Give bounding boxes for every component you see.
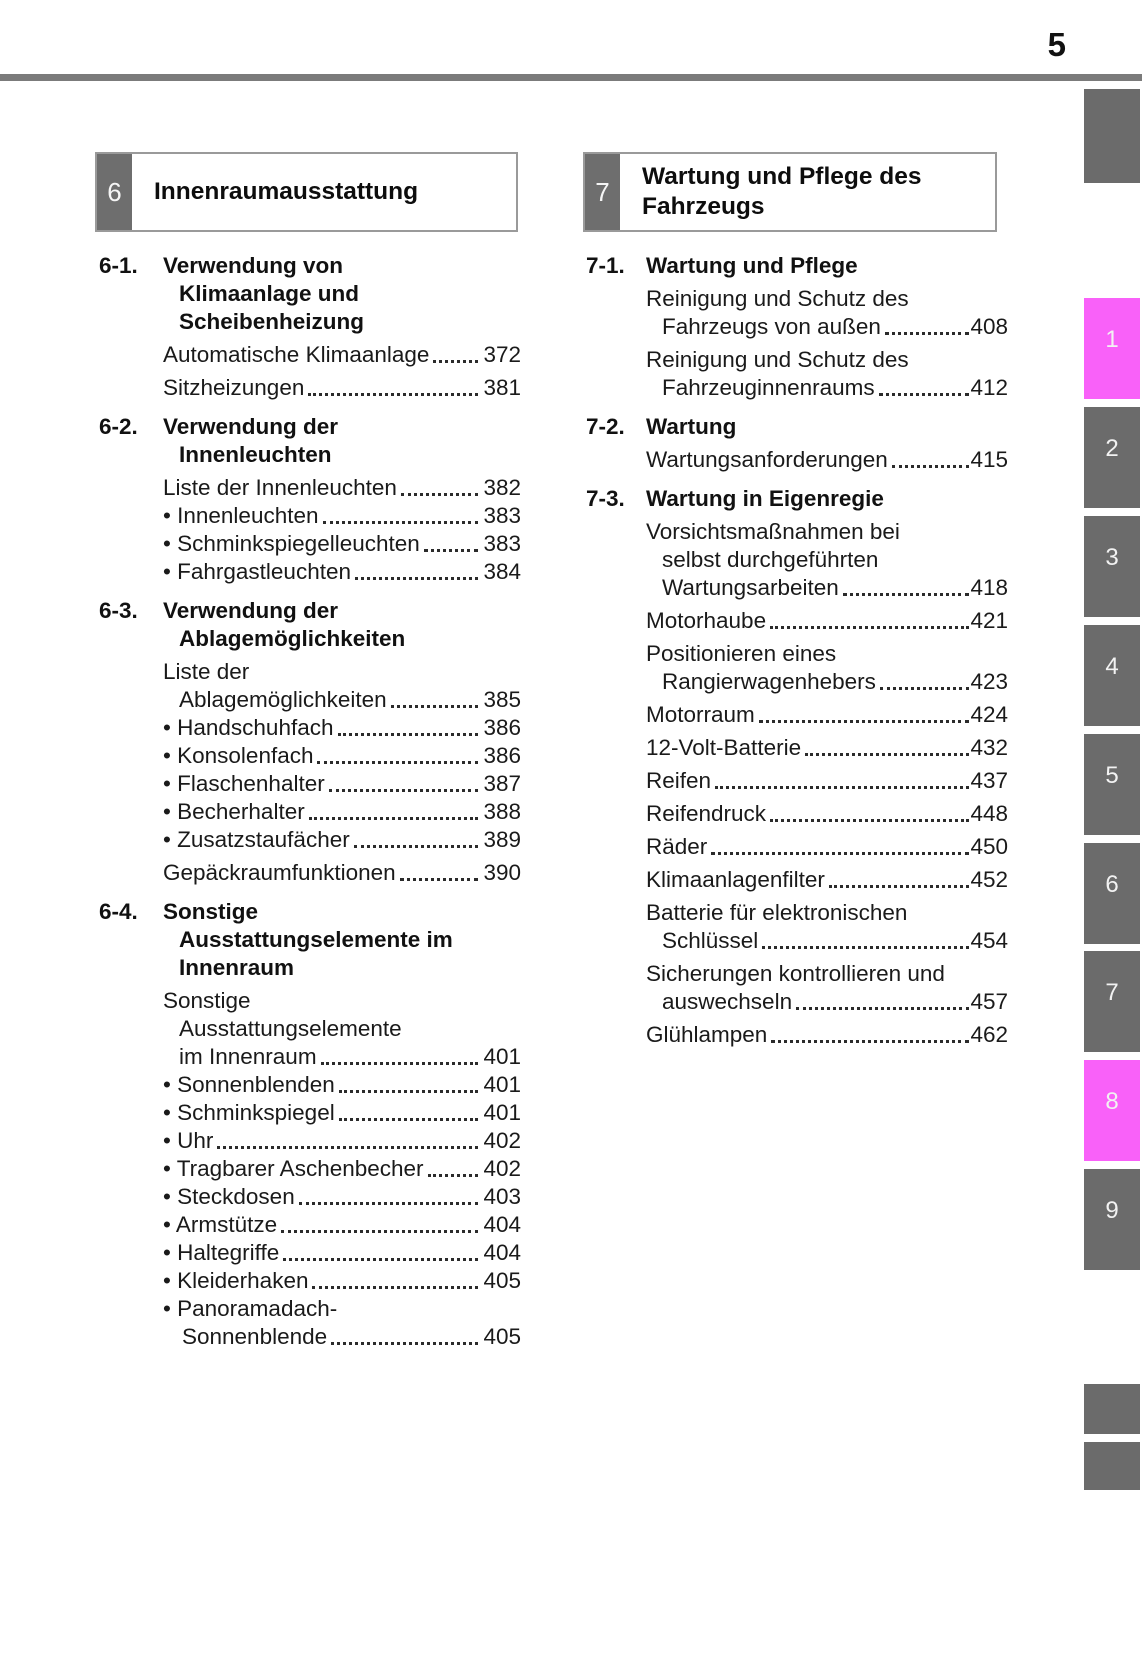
toc-entry-label: • Fahrgastleuchten: [163, 559, 351, 584]
toc-entry-row: [163, 1183, 521, 1211]
toc-entry: [163, 1295, 521, 1351]
toc-entry: [646, 833, 1008, 861]
toc-entry: [163, 1099, 521, 1127]
toc-entry-page: 418: [970, 575, 1008, 600]
toc-entry-row: [646, 988, 1008, 1016]
side-tab-1-label: 1: [1105, 325, 1119, 353]
dot-leader: [401, 474, 479, 496]
dot-leader: [711, 833, 969, 855]
chapter-7-header-box: [583, 152, 997, 232]
toc-entry: [646, 800, 1008, 828]
toc-entry: [163, 742, 521, 770]
chapter-6-title: [132, 154, 516, 230]
side-tab-4-label: 4: [1105, 652, 1119, 680]
section-number: 7-1.: [586, 253, 625, 278]
side-tab-1: [1084, 298, 1140, 399]
dot-leader: [892, 446, 970, 468]
toc-entry: [646, 446, 1008, 474]
toc-entry: [163, 502, 521, 530]
toc-entry-label: • Kleiderhaken: [163, 1268, 309, 1293]
toc-entry-page: 401: [483, 1044, 521, 1069]
toc-entry-row: [163, 1099, 521, 1127]
toc-entry-row: [163, 530, 521, 558]
toc-entry-row: [163, 798, 521, 826]
dot-leader: [880, 668, 970, 690]
toc-entry: [646, 734, 1008, 762]
toc-entry-page: 454: [970, 928, 1008, 953]
toc-entry: [163, 987, 521, 1071]
toc-entry-page: 372: [483, 342, 521, 367]
toc-section-7-2: [586, 413, 1008, 474]
toc-entry-label-line: Vorsichtsmaßnahmen bei: [646, 519, 900, 544]
dot-leader: [338, 714, 479, 736]
toc-entry-page: 432: [970, 735, 1008, 760]
side-tab-7: [1084, 951, 1140, 1052]
toc-entry-label: Wartungsanforderungen: [646, 447, 888, 472]
dot-leader: [309, 798, 479, 820]
toc-entry: [163, 474, 521, 502]
toc-entry-page: 448: [970, 801, 1008, 826]
toc-entry-label: Glühlampen: [646, 1022, 768, 1047]
section-title-line: Innenleuchten: [179, 442, 332, 467]
section-number: 7-2.: [586, 414, 625, 439]
toc-entry: [163, 1211, 521, 1239]
dot-leader: [770, 800, 969, 822]
toc-entry-row: [646, 800, 1008, 828]
section-heading: [99, 597, 521, 653]
section-heading: [586, 413, 1008, 441]
toc-entry-page: 389: [483, 827, 521, 852]
toc-entry-label-line: Ausstattungselemente: [179, 1016, 402, 1041]
dot-leader: [331, 1323, 478, 1345]
toc-entry: [163, 798, 521, 826]
toc-entry: [646, 701, 1008, 729]
toc-entry-label: Rangierwagenhebers: [662, 669, 876, 694]
toc-entry-label: Schlüssel: [662, 928, 759, 953]
toc-entry-page: 387: [483, 771, 521, 796]
toc-entry-row: [646, 446, 1008, 474]
toc-section-6-4: [99, 898, 521, 1351]
toc-entry: [163, 859, 521, 887]
toc-entry: [646, 899, 1008, 955]
toc-entry-row: [646, 1021, 1008, 1049]
toc-entry-row: [646, 767, 1008, 795]
dot-leader: [339, 1099, 479, 1121]
dot-leader: [759, 701, 970, 723]
dot-leader: [323, 502, 479, 524]
toc-entry-label: • Tragbarer Aschenbecher: [163, 1156, 424, 1181]
toc-section-7-3: [586, 485, 1008, 1049]
side-tab-3-label: 3: [1105, 543, 1119, 571]
section-entries: [99, 987, 521, 1351]
toc-entry-label-line: selbst durchgeführten: [662, 547, 879, 572]
toc-column-left: [99, 252, 521, 1351]
section-title-line: Ausstattungselemente im: [179, 927, 453, 952]
side-tab-4: [1084, 625, 1140, 726]
toc-entry-page: 401: [483, 1100, 521, 1125]
toc-entry-page: 437: [970, 768, 1008, 793]
dot-leader: [771, 1021, 969, 1043]
toc-entry-label: Motorhaube: [646, 608, 767, 633]
section-heading: [99, 898, 521, 982]
toc-entry-row: [163, 859, 521, 887]
dot-leader: [281, 1211, 478, 1233]
toc-entry: [163, 658, 521, 714]
toc-entry-label: • Uhr: [163, 1128, 214, 1153]
toc-entry-row: [646, 607, 1008, 635]
toc-entry-page: 405: [483, 1268, 521, 1293]
section-entries: [586, 285, 1008, 402]
toc-entry: [163, 1127, 521, 1155]
chapter-6-header-box: [95, 152, 518, 232]
side-tab-2: [1084, 407, 1140, 508]
toc-entry-page: 385: [483, 687, 521, 712]
dot-leader: [321, 1043, 479, 1065]
toc-entry: [163, 1071, 521, 1099]
toc-entry-row: [163, 374, 521, 402]
dot-leader: [354, 826, 479, 848]
section-heading: [586, 485, 1008, 513]
toc-entry-page: 383: [483, 531, 521, 556]
section-title-line: Klimaanlage und: [179, 281, 360, 306]
toc-entry-label: • Schminkspiegelleuchten: [163, 531, 420, 556]
toc-entry: [163, 374, 521, 402]
toc-entry: [163, 1267, 521, 1295]
section-title-line: Sonstige: [163, 899, 259, 924]
toc-entry-label-line: Batterie für elektronischen: [646, 900, 908, 925]
chapter-6-number: 6: [97, 154, 132, 230]
toc-entry-label: auswechseln: [662, 989, 793, 1014]
toc-entry-label: • Konsolenfach: [163, 743, 314, 768]
section-entries: [586, 518, 1008, 1049]
toc-entry-label: Reifendruck: [646, 801, 767, 826]
toc-entry-row: [163, 1155, 521, 1183]
side-tab-8: [1084, 1060, 1140, 1161]
dot-leader: [339, 1071, 479, 1093]
section-entries: [99, 474, 521, 586]
dot-leader: [283, 1239, 478, 1261]
dot-leader: [299, 1183, 479, 1205]
toc-entry-page: 386: [483, 743, 521, 768]
toc-entry-label: • Zusatzstaufächer: [163, 827, 350, 852]
dot-leader: [424, 530, 479, 552]
toc-entry: [646, 346, 1008, 402]
toc-entry-label: Fahrzeugs von außen: [662, 314, 881, 339]
toc-section-6-2: [99, 413, 521, 586]
toc-entry-label-line: Sonstige: [163, 988, 251, 1013]
toc-section-6-1: [99, 252, 521, 402]
side-tab-6-label: 6: [1105, 870, 1119, 898]
toc-entry-label: • Handschuhfach: [163, 715, 334, 740]
dot-leader: [829, 866, 970, 888]
toc-entry-label: Gepäckraumfunktionen: [163, 860, 396, 885]
section-number: 6-2.: [99, 414, 138, 439]
toc-entry-page: 457: [970, 989, 1008, 1014]
side-tab-5: [1084, 734, 1140, 835]
dot-leader: [391, 686, 479, 708]
toc-entry: [646, 866, 1008, 894]
section-heading: [586, 252, 1008, 280]
dot-leader: [400, 859, 479, 881]
toc-entry-label: • Armstütze: [163, 1212, 278, 1237]
section-title-line: Verwendung von: [163, 253, 344, 278]
toc-entry-page: 386: [483, 715, 521, 740]
toc-entry-label-line: • Panoramadach-: [163, 1296, 338, 1321]
dot-leader: [762, 927, 969, 949]
chapter-7-title-line-1: Wartung und Pflege des: [642, 163, 922, 190]
toc-entry-label: Motorraum: [646, 702, 755, 727]
toc-entry: [163, 530, 521, 558]
toc-entry-label: Wartungsarbeiten: [662, 575, 839, 600]
toc-entry: [646, 285, 1008, 341]
toc-entry-label: • Schminkspiegel: [163, 1100, 335, 1125]
toc-entry-label-line: Positionieren eines: [646, 641, 837, 666]
toc-entry-row: [163, 1239, 521, 1267]
toc-section-7-1: [586, 252, 1008, 402]
toc-entry-page: 383: [483, 503, 521, 528]
toc-entry-page: 402: [483, 1128, 521, 1153]
section-title-line: Innenraum: [179, 955, 295, 980]
section-number: 7-3.: [586, 486, 625, 511]
toc-entry: [163, 1155, 521, 1183]
dot-leader: [433, 341, 478, 363]
toc-entry-row: [646, 574, 1008, 602]
toc-entry-page: 450: [970, 834, 1008, 859]
side-tab-blank-top: [1084, 89, 1140, 183]
chapter-7-title-line-2: Fahrzeugs: [642, 193, 765, 220]
toc-entry-page: 381: [483, 375, 521, 400]
toc-entry-row: [646, 833, 1008, 861]
toc-entry-row: [163, 502, 521, 530]
toc-entry-label-line: Reinigung und Schutz des: [646, 347, 909, 372]
dot-leader: [217, 1127, 478, 1149]
toc-entry-label: • Flaschenhalter: [163, 771, 325, 796]
dot-leader: [843, 574, 970, 596]
toc-entry-row: [163, 1267, 521, 1295]
toc-entry-page: 452: [970, 867, 1008, 892]
toc-entry-page: 401: [483, 1072, 521, 1097]
toc-entry-row: [163, 1323, 521, 1351]
section-entries: [586, 446, 1008, 474]
toc-entry-row: [163, 1043, 521, 1071]
section-title-line: Wartung: [646, 414, 737, 439]
toc-entry: [646, 960, 1008, 1016]
dot-leader: [428, 1155, 479, 1177]
toc-entry-label: im Innenraum: [179, 1044, 317, 1069]
toc-entry: [163, 714, 521, 742]
dot-leader: [805, 734, 969, 756]
toc-entry-label: Automatische Klimaanlage: [163, 342, 430, 367]
toc-entry-label: Ablagemöglichkeiten: [179, 687, 387, 712]
toc-entry-row: [163, 714, 521, 742]
chapter-7-title: [620, 154, 995, 230]
toc-entry-row: [646, 374, 1008, 402]
toc-entry-page: 421: [970, 608, 1008, 633]
dot-leader: [312, 1267, 478, 1289]
toc-entry-page: 412: [970, 375, 1008, 400]
toc-entry-page: 404: [483, 1240, 521, 1265]
toc-entry: [163, 770, 521, 798]
toc-entry-row: [163, 770, 521, 798]
toc-entry: [163, 341, 521, 369]
toc-entry-label-line: Liste der: [163, 659, 250, 684]
toc-entry-row: [163, 826, 521, 854]
dot-leader: [879, 374, 970, 396]
chapter-6-title-line-1: Innenraumausstattung: [154, 178, 419, 205]
toc-entry: [163, 558, 521, 586]
dot-leader: [885, 313, 970, 335]
toc-entry-page: 408: [970, 314, 1008, 339]
toc-entry-row: [646, 927, 1008, 955]
toc-entry-label: • Haltegriffe: [163, 1240, 280, 1265]
dot-leader: [796, 988, 969, 1010]
dot-leader: [329, 770, 479, 792]
toc-entry-page: 405: [483, 1324, 521, 1349]
toc-entry-label-line: Reinigung und Schutz des: [646, 286, 909, 311]
toc-entry-label: 12-Volt-Batterie: [646, 735, 802, 760]
toc-entry-row: [646, 313, 1008, 341]
section-number: 6-4.: [99, 899, 138, 924]
toc-entry-row: [163, 686, 521, 714]
dot-leader: [355, 558, 478, 580]
side-tab-9-label: 9: [1105, 1196, 1119, 1224]
toc-entry-label: • Steckdosen: [163, 1184, 295, 1209]
toc-entry-page: 382: [483, 475, 521, 500]
section-entries: [99, 341, 521, 402]
side-tab-blank-bottom-1: [1084, 1384, 1140, 1434]
toc-entry-label: Sonnenblende: [182, 1324, 328, 1349]
side-tab-3: [1084, 516, 1140, 617]
toc-entry-label: Reifen: [646, 768, 712, 793]
toc-entry-page: 404: [483, 1212, 521, 1237]
toc-column-right: [586, 252, 1008, 1049]
section-title-line: Wartung in Eigenregie: [646, 486, 884, 511]
toc-entry: [646, 1021, 1008, 1049]
dot-leader: [770, 607, 969, 629]
toc-entry-page: 423: [970, 669, 1008, 694]
toc-entry-label: Klimaanlagenfilter: [646, 867, 825, 892]
toc-entry-row: [646, 701, 1008, 729]
toc-entry-page: 403: [483, 1184, 521, 1209]
section-title-line: Verwendung der: [163, 414, 339, 439]
side-tab-7-label: 7: [1105, 978, 1119, 1006]
toc-entry-row: [646, 734, 1008, 762]
side-tab-6: [1084, 843, 1140, 944]
section-title-line: Scheibenheizung: [179, 309, 365, 334]
section-title-line: Ablagemöglichkeiten: [179, 626, 406, 651]
section-title-line: Verwendung der: [163, 598, 339, 623]
toc-section-6-3: [99, 597, 521, 887]
toc-entry-label: Fahrzeuginnenraums: [662, 375, 875, 400]
chapter-7-number: 7: [585, 154, 620, 230]
toc-entry-row: [163, 341, 521, 369]
toc-entry-page: 424: [970, 702, 1008, 727]
page-number: 5: [1047, 26, 1066, 63]
section-number: 6-1.: [99, 253, 138, 278]
toc-entry-row: [163, 474, 521, 502]
toc-entry-page: 388: [483, 799, 521, 824]
toc-entry-label-line: Sicherungen kontrollieren und: [646, 961, 945, 986]
header-rule: [0, 74, 1142, 81]
toc-entry-label: • Innenleuchten: [163, 503, 319, 528]
toc-entry: [646, 518, 1008, 602]
dot-leader: [715, 767, 969, 789]
toc-entry-row: [163, 558, 521, 586]
toc-entry-row: [163, 1071, 521, 1099]
toc-entry-label: • Sonnenblenden: [163, 1072, 335, 1097]
toc-entry-label: Sitzheizungen: [163, 375, 305, 400]
section-title-line: Wartung und Pflege: [646, 253, 858, 278]
toc-entry-row: [163, 742, 521, 770]
section-number: 6-3.: [99, 598, 138, 623]
side-tab-8-label: 8: [1105, 1087, 1119, 1115]
toc-entry-page: 390: [483, 860, 521, 885]
toc-entry-page: 402: [483, 1156, 521, 1181]
toc-entry-page: 415: [970, 447, 1008, 472]
toc-entry-label: Räder: [646, 834, 708, 859]
dot-leader: [317, 742, 478, 764]
toc-entry-label: • Becherhalter: [163, 799, 305, 824]
side-tab-blank-bottom-2: [1084, 1442, 1140, 1490]
toc-entry-page: 462: [970, 1022, 1008, 1047]
toc-entry-row: [646, 866, 1008, 894]
toc-entry: [646, 607, 1008, 635]
section-heading: [99, 413, 521, 469]
side-tab-5-label: 5: [1105, 761, 1119, 789]
toc-entry: [646, 640, 1008, 696]
toc-entry-row: [163, 1127, 521, 1155]
section-heading: [99, 252, 521, 336]
toc-entry: [163, 1183, 521, 1211]
section-entries: [99, 658, 521, 887]
dot-leader: [308, 374, 478, 396]
side-tab-2-label: 2: [1105, 434, 1119, 462]
toc-entry: [163, 1239, 521, 1267]
toc-entry-page: 384: [483, 559, 521, 584]
toc-entry-row: [163, 1211, 521, 1239]
toc-entry-label: Liste der Innenleuchten: [163, 475, 397, 500]
side-tab-9: [1084, 1169, 1140, 1270]
toc-entry-row: [646, 668, 1008, 696]
toc-entry: [163, 826, 521, 854]
toc-entry: [646, 767, 1008, 795]
